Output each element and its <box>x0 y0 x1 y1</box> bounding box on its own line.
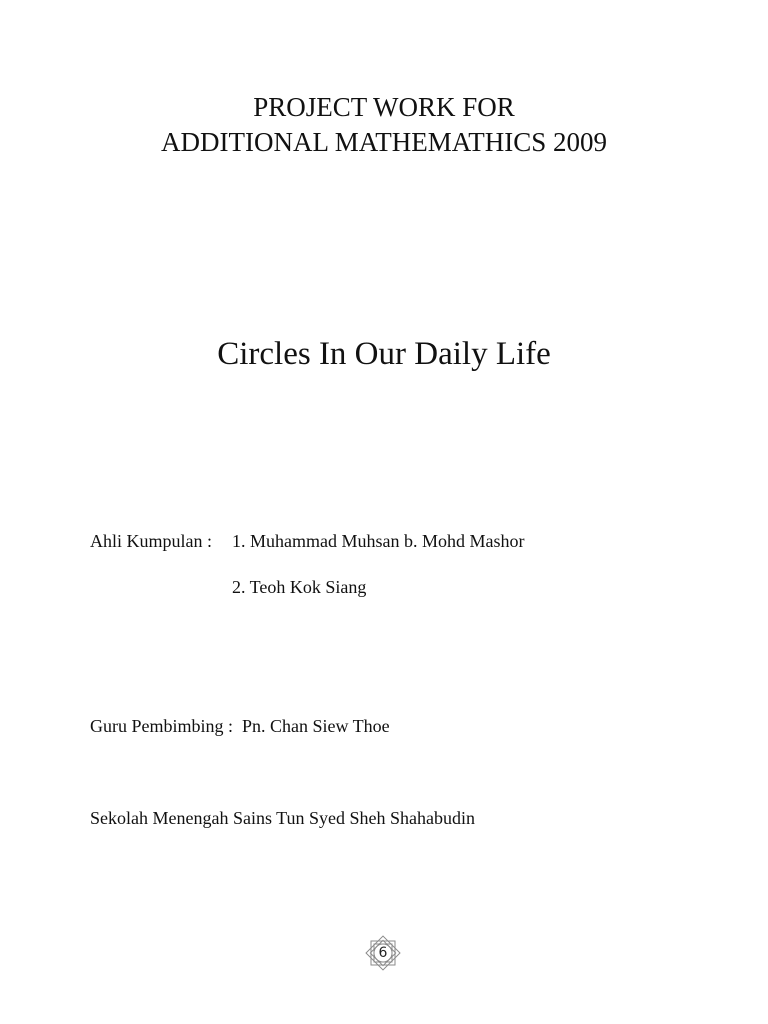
teacher-line <box>90 715 390 737</box>
teacher-name: Pn. Chan Siew Thoe <box>242 716 390 736</box>
document-title <box>0 90 768 160</box>
title-line-2: ADDITIONAL MATHEMATHICS 2009 <box>161 127 607 157</box>
member-1: 1. Muhammad Muhsan b. Mohd Mashor <box>232 531 525 551</box>
members-label: Ahli Kumpulan : <box>90 531 212 551</box>
project-subtitle: Circles In Our Daily Life <box>217 336 551 372</box>
page-number-ornament <box>364 934 402 972</box>
teacher-label: Guru Pembimbing : <box>90 716 233 736</box>
member-2: 2. Teoh Kok Siang <box>232 577 367 597</box>
page-number: 6 <box>378 945 388 961</box>
title-line-1: PROJECT WORK FOR <box>253 92 515 122</box>
school-name: Sekolah Menengah Sains Tun Syed Sheh Shahabudin <box>90 808 475 828</box>
